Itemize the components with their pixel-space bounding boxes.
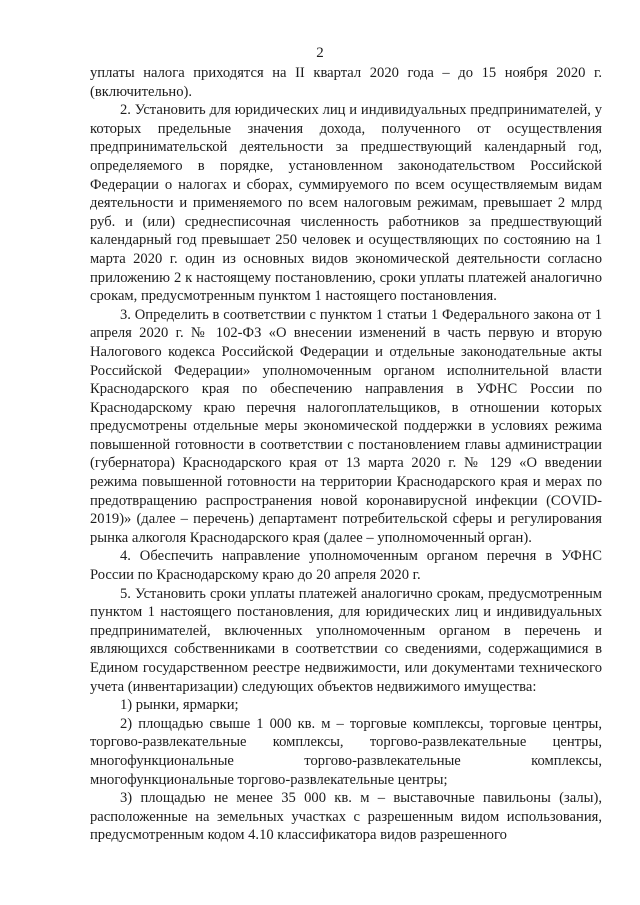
paragraph-item-4: 4. Обеспечить направление уполномоченным органом перечня в УФНС России по Краснодарскому краю до 20 апреля 2020 г. — [90, 548, 602, 584]
paragraph-item-2: 2. Установить для юридических лиц и индивидуальных предпринимателей, у которых предельные значения дохода, полученного от осуществления предпринимательской деятельности за предшествующий календарный год, определяемого в порядке, установленном законодательством Российской Федерации о налогах и сборах, суммируемого по всем осуществляемым видам деятельности и применяемого по всем налоговым режимам, превышает 2 млрд руб. и (или) среднесписочная численность работников за предшествующий календарный год превышает 250 человек и осуществляющих по состоянию на 1 марта 2020 г. один из основных видов экономической деятельности согласно приложению 2 к настоящему постановлению, сроки уплаты платежей аналогично срокам, предусмотренным пунктом 1 настоящего постановления. — [90, 102, 602, 305]
subitem-1: 1) рынки, ярмарки; — [120, 697, 239, 714]
page-number: 2 — [316, 45, 324, 61]
paragraph-continuation: уплаты налога приходятся на II квартал 2020 года – до 15 ноября 2020 г. (включительно). — [90, 65, 602, 100]
subitem-2: 2) площадью свыше 1 000 кв. м – торговые комплексы, торговые центры, торгово-развлекательные комплексы, торгово-развлекательные центры, многофункциональные торгово-развлекательные комплексы, многофункциональные торгово-развлекательные центры; — [90, 715, 602, 788]
document-body — [90, 64, 602, 845]
paragraph-item-3: 3. Определить в соответствии с пунктом 1 статьи 1 Федерального закона от 1 апреля 2020 г. № 102-ФЗ «О внесении изменений в часть первую и вторую Налогового кодекса Российской Федерации и отдельные законодательные акты Российской Федерации» уполномоченным органом исполнительной власти Краснодарского края по обеспечению направления в УФНС России по Краснодарскому краю перечня налогоплательщиков, в отношении которых предусмотрены отдельные меры экономической поддержки в условиях режима повышенной готовности в соответствии с постановлением главы администрации (губернатора) Краснодарского края от 13 марта 2020 г. № 129 «О введении режима повышенной готовности на территории Краснодарского края и мерах по предотвращению распространения новой коронавирусной инфекции (COVID-2019)» (далее – перечень) департамент потребительской сферы и регулирования рынка алкоголя Краснодарского края (далее – уполномоченный орган). — [90, 306, 602, 546]
paragraph-item-5: 5. Установить сроки уплаты платежей аналогично срокам, предусмотренным пунктом 1 настоящего постановления, для юридических лиц и индивидуальных предпринимателей, включенных уполномоченным органом в перечень и являющихся собственниками в соответствии со сведениями, содержащимися в Едином государственном реестре недвижимости, или документами технического учета (инвентаризации) следующих объектов недвижимого имущества: — [90, 585, 602, 695]
subitem-3: 3) площадью не менее 35 000 кв. м – выставочные павильоны (залы), расположенные на земельных участках с разрешенным видом использования, предусмотренным кодом 4.10 классификатора видов разрешенного — [90, 790, 602, 844]
